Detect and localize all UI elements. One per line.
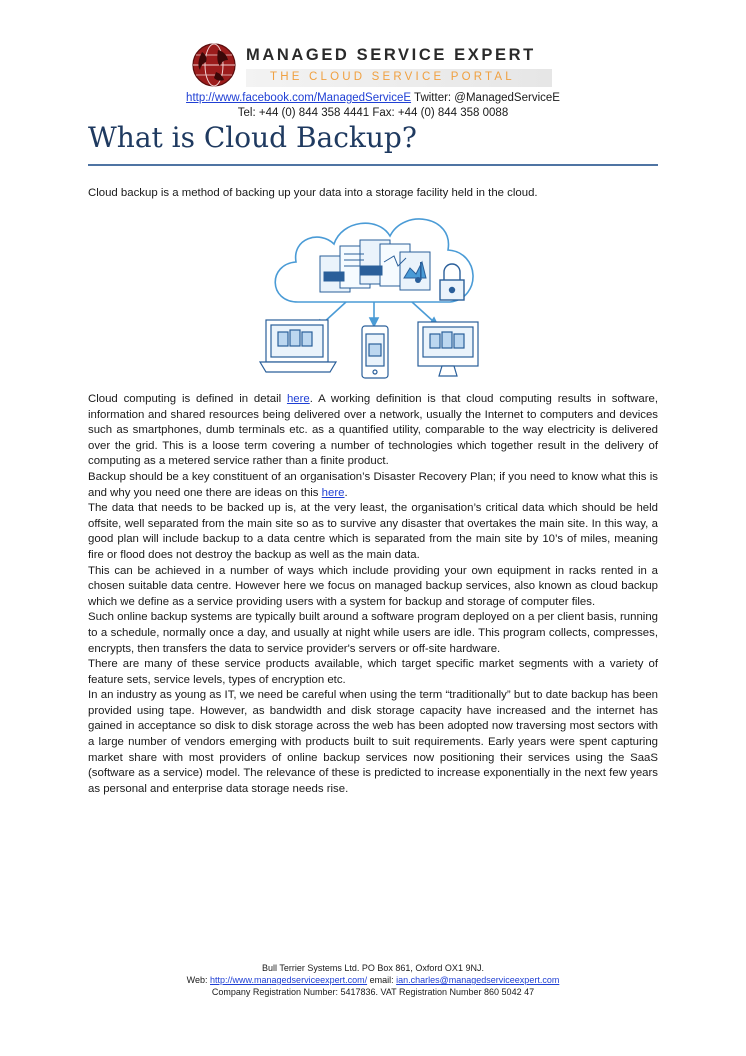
globe-logo-icon: [190, 42, 238, 88]
p1-text-end: . A working definition is that cloud computing results in software, information and shared resources being delivered over a network, usually the Internet to computers and devices such as smartphones, dumb terminals etc. as a quantified utility, comparable to the way electricity is delivered over the grid. This is a loose term covering a number of technologies which together result in the delivery of computing as a metered service rather than a finite product.: [88, 393, 658, 468]
footer-website-link[interactable]: http://www.managedserviceexpert.com/: [210, 975, 368, 985]
footer-web-line: [0, 975, 746, 985]
paragraph-disaster-recovery: [88, 470, 658, 501]
twitter-text: Twitter: @ManagedServiceE: [411, 92, 560, 104]
paragraph-data-offsite: The data that needs to be backed up is, at the very least, the organisation’s critical data which should be held offsite, well separated from the main site so as to survive any disaster that overtakes the main site. In this way, a good plan will include backup to a data centre which is separated from the main site by 10’s of miles, meaning fire or flood does not destroy the backup as well as the main data.: [88, 502, 658, 561]
page-title: What is Cloud Backup?: [88, 121, 417, 154]
paragraph-service-products: There are many of these service products available, which target specific market segments with a variety of feature sets, service levels, types of encryption etc.: [88, 658, 658, 686]
title-divider: [88, 164, 658, 166]
monitor-icon: [418, 322, 478, 376]
paragraph-online-backup-systems: Such online backup systems are typically built around a software program deployed on a per client basis, running to a schedule, normally once a day, and usually at night while users are idle. This program collects, compresses, encrypts, then transfers the data to service provider's servers or off-site hardware.: [88, 611, 658, 655]
paragraph-cloud-computing: [88, 392, 658, 470]
cloud-backup-illustration: [258, 202, 488, 386]
cloud-computing-here-link[interactable]: here: [286, 393, 310, 405]
lead-paragraph: Cloud backup is a method of backing up your data into a storage facility held in the cloud.: [88, 187, 538, 199]
p2-text-start: Backup should be a key constituent of an organisation’s Disaster Recovery Plan; if you need to know what this is and why you need one there are ideas on this: [88, 470, 658, 499]
paragraph-industry-history: In an industry as young as IT, we need be careful when using the term “traditionally” but to date backup has been provided using tape. However, as bandwidth and disk storage capacity have increased and the internet has gained in acceptance so disk to disk storage across the web has been adopted now traversing most sectors with a large number of vendors emerging with products built to suit requirements. Early years were spent capturing market share with most providers of online backup services now positioning their services using the SaaS (software as a service) model. The relevance of these is predicted to increase exponentially in the next few years as personal and enterprise data storage needs rise.: [88, 689, 658, 795]
doc-label: DOC: [362, 268, 377, 276]
footer-email-label: email:: [367, 975, 397, 985]
footer-address: Bull Terrier Systems Ltd. PO Box 861, Oxford OX1 9NJ.: [262, 963, 484, 973]
brand-name: MANAGED SERVICE EXPERT: [246, 46, 536, 64]
footer-registration: Company Registration Number: 5417836. VAT Registration Number 860 5042 47: [211, 987, 535, 997]
article-body: [88, 392, 658, 797]
p2-text-end: .: [344, 486, 348, 499]
social-line: [0, 92, 746, 104]
disaster-recovery-here-link[interactable]: here: [321, 486, 345, 499]
footer-email-link[interactable]: ian.charles@managedserviceexpert.com: [396, 975, 560, 985]
footer-web-label: Web:: [186, 975, 211, 985]
phone-line: Tel: +44 (0) 844 358 4441 Fax: +44 (0) 844 358 0088: [237, 107, 509, 119]
laptop-icon: [260, 320, 336, 372]
brand-tagline: THE CLOUD SERVICE PORTAL: [270, 71, 515, 83]
ppt-label: PPT: [326, 274, 339, 282]
smartphone-icon: [362, 326, 388, 378]
header-logo: [190, 40, 560, 90]
p1-text-start: Cloud computing is defined in detail: [88, 393, 287, 405]
brand-tagline-bar: [246, 69, 552, 87]
paragraph-managed-backup: This can be achieved in a number of ways which include providing your own equipment in racks rented in a chosen suitable data centre. However here we focus on managed backup services, also known as cloud backup which we define as a service providing users with a system for backup and storage of computer files.: [88, 564, 658, 608]
facebook-link[interactable]: http://www.facebook.com/ManagedServiceE: [186, 92, 412, 104]
